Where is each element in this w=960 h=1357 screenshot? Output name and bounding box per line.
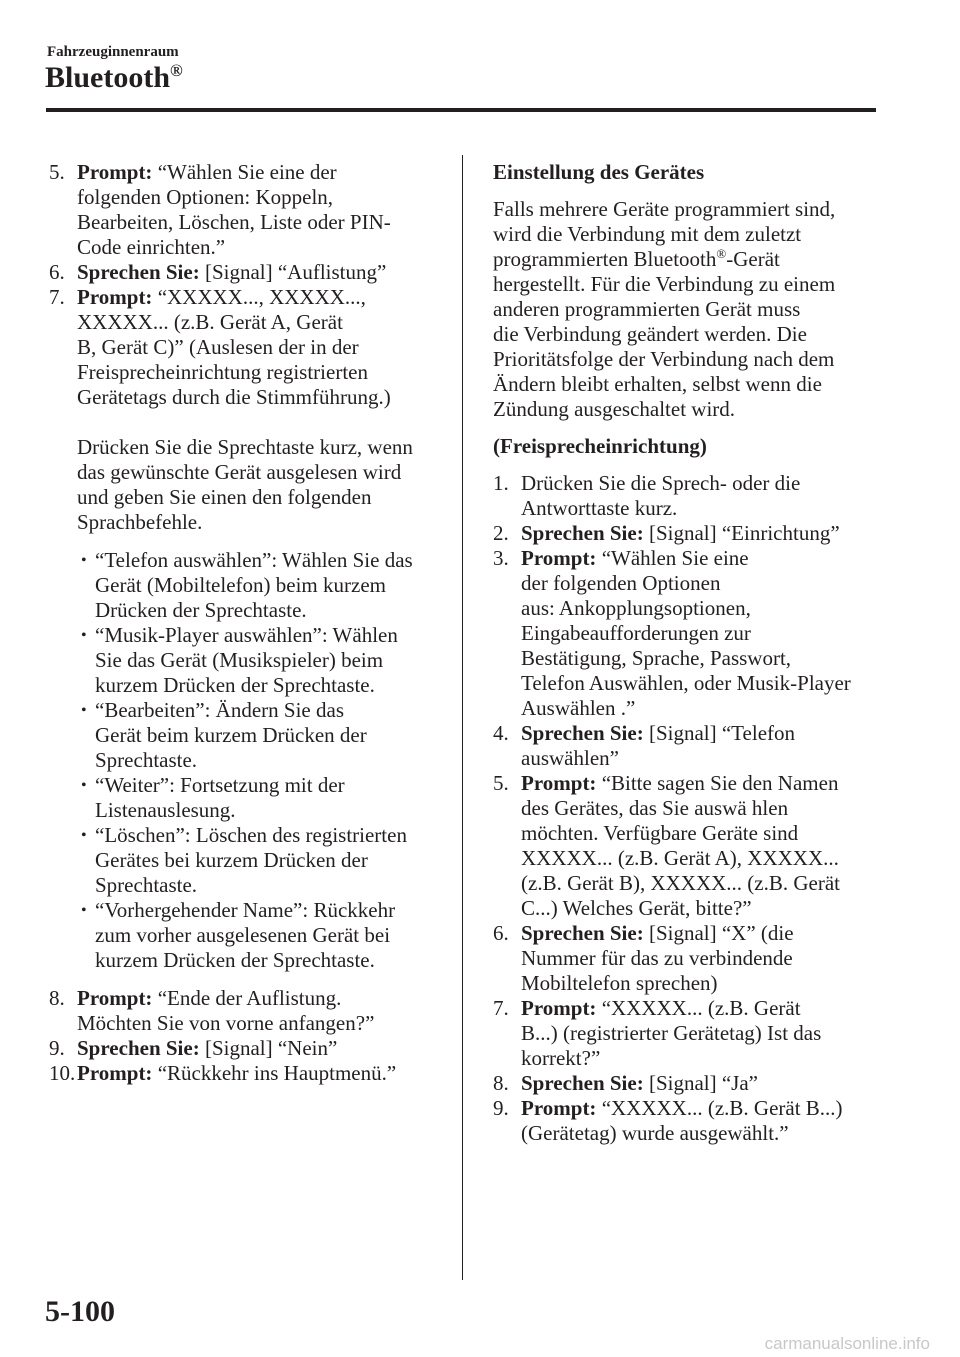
paragraph-line: die Verbindung geändert werden. Die: [493, 322, 807, 346]
left-steps-bottom: [49, 986, 449, 1086]
step-text: “Rückkehr ins Hauptmenü.”: [157, 1061, 397, 1085]
paragraph-line: [493, 247, 883, 272]
step-label: Prompt:: [77, 160, 153, 184]
step-number: 8.: [493, 1071, 509, 1095]
bullet-line: “Vorhergehender Name”: Rückkehr: [95, 898, 396, 922]
step-item: [493, 1096, 883, 1146]
step-line: [521, 921, 883, 946]
step-line: [521, 671, 883, 696]
step-line: [77, 210, 449, 235]
step-number: 5.: [49, 160, 65, 184]
step-text: Mobiltelefon sprechen): [521, 971, 718, 995]
bullet-item: [49, 823, 449, 898]
step-line: [521, 621, 883, 646]
paragraph-line: hergestellt. Für die Verbindung zu einem: [493, 272, 836, 296]
paragraph-line: Prioritätsfolge der Verbindung nach dem: [493, 347, 835, 371]
step-text: “XXXXX... (z.B. Gerät: [601, 996, 801, 1020]
step-text: “Wählen Sie eine der: [157, 160, 337, 184]
left-instruction-paragraph: [49, 435, 449, 535]
step-text: Bearbeiten, Löschen, Liste oder PIN-: [77, 210, 391, 234]
step-line: [521, 996, 883, 1021]
step-text: B...) (registrierter Gerätetag) Ist das: [521, 1021, 822, 1045]
step-line: [77, 360, 449, 385]
paragraph-line: Sprachbefehle.: [77, 510, 203, 534]
bullet-dot-icon: •: [81, 827, 87, 844]
bullet-line: Sprechtaste.: [95, 748, 198, 772]
bullet-line: “Weiter”: Fortsetzung mit der: [95, 773, 345, 797]
chapter-title-text: Bluetooth: [45, 61, 171, 94]
step-item: [49, 285, 449, 410]
step-line: [521, 746, 883, 771]
step-text: [Signal] “X” (die: [648, 921, 794, 945]
step-item: [493, 996, 883, 1071]
bullet-line: Listenauslesung.: [95, 798, 236, 822]
step-text: C...) Welches Gerät, bitte?”: [521, 896, 752, 920]
step-label: Sprechen Sie:: [77, 260, 200, 284]
paragraph-line: Falls mehrere Geräte programmiert sind,: [493, 197, 836, 221]
step-item: [493, 546, 883, 721]
step-line: [521, 1071, 883, 1096]
step-text: (z.B. Gerät B), XXXXX... (z.B. Gerät: [521, 871, 840, 895]
step-item: [49, 1036, 449, 1061]
step-text: Bestätigung, Sprache, Passwort,: [521, 646, 792, 670]
section-label: Fahrzeuginnenraum: [47, 44, 179, 60]
step-label: Sprechen Sie:: [77, 1036, 200, 1060]
step-text: korrekt?”: [521, 1046, 601, 1070]
step-item: [493, 521, 883, 546]
step-text: (Gerätetag) wurde ausgewählt.”: [521, 1121, 789, 1145]
step-number: 1.: [493, 471, 509, 495]
bullet-line: Sprechtaste.: [95, 873, 198, 897]
paragraph-line: wird die Verbindung mit dem zuletzt: [493, 222, 802, 246]
step-text: Freisprecheinrichtung registrierten: [77, 360, 368, 384]
step-text: Eingabeaufforderungen zur: [521, 621, 751, 645]
step-label: Sprechen Sie:: [521, 921, 644, 945]
bullet-item: [49, 623, 449, 698]
step-text: [Signal] “Telefon: [648, 721, 796, 745]
step-number: 7.: [49, 285, 65, 309]
page-number: 5-100: [45, 1295, 115, 1328]
paragraph-text: programmierten Bluetooth: [493, 247, 717, 271]
step-text: folgenden Optionen: Koppeln,: [77, 185, 334, 209]
step-line: [521, 871, 883, 896]
step-label: Prompt:: [77, 285, 153, 309]
step-label: Prompt:: [77, 1061, 153, 1085]
step-text: Nummer für das zu verbindende: [521, 946, 793, 970]
step-text: [Signal] “Auflistung”: [204, 260, 387, 284]
right-column: [493, 160, 883, 1146]
chapter-title: [45, 60, 183, 96]
step-item: [49, 260, 449, 285]
step-line: [77, 310, 449, 335]
bullet-dot-icon: •: [81, 902, 87, 919]
step-text: des Gerätes, das Sie auswä hlen: [521, 796, 789, 820]
step-line: [521, 1046, 883, 1071]
step-text: [Signal] “Einrichtung”: [648, 521, 840, 545]
step-label: Prompt:: [521, 771, 597, 795]
step-text: Möchten Sie von vorne anfangen?”: [77, 1011, 375, 1035]
step-line: [521, 1121, 883, 1146]
step-item: [493, 771, 883, 921]
step-line: [77, 1061, 449, 1086]
left-steps-top: [49, 160, 449, 410]
step-label: Prompt:: [521, 546, 597, 570]
bullet-item: [49, 898, 449, 973]
step-text: “Ende der Auflistung.: [157, 986, 342, 1010]
header-rule: [46, 108, 876, 112]
bullet-item: [49, 698, 449, 773]
step-line: [521, 1096, 883, 1121]
step-line: [521, 521, 883, 546]
step-text: Auswählen .”: [521, 696, 636, 720]
step-number: 10.: [49, 1061, 76, 1085]
step-label: Sprechen Sie:: [521, 521, 644, 545]
bullet-dot-icon: •: [81, 552, 87, 569]
step-item: [493, 1071, 883, 1096]
step-text: Code einrichten.”: [77, 235, 226, 259]
device-setting-paragraph: [493, 197, 883, 422]
step-number: 8.: [49, 986, 65, 1010]
step-number: 5.: [493, 771, 509, 795]
step-line: [77, 1036, 449, 1061]
bullet-item: [49, 773, 449, 823]
step-line: [521, 846, 883, 871]
step-item: [493, 921, 883, 996]
step-line: [521, 596, 883, 621]
step-line: [521, 496, 883, 521]
step-line: [521, 771, 883, 796]
bullet-line: zum vorher ausgelesenen Gerät bei: [95, 923, 391, 947]
watermark: carmanualsonline.info: [764, 1334, 930, 1353]
registered-mark: ®: [170, 61, 183, 80]
step-line: [521, 721, 883, 746]
step-label: Sprechen Sie:: [521, 1071, 644, 1095]
step-text: [Signal] “Ja”: [648, 1071, 758, 1095]
step-number: 9.: [493, 1096, 509, 1120]
step-text: [Signal] “Nein”: [204, 1036, 338, 1060]
step-text: der folgenden Optionen: [521, 571, 721, 595]
step-text: aus: Ankopplungsoptionen,: [521, 596, 751, 620]
bullet-item: [49, 548, 449, 623]
step-line: [77, 185, 449, 210]
step-line: [77, 1011, 449, 1036]
paragraph-line: Ändern bleibt erhalten, selbst wenn die: [493, 372, 822, 396]
bullet-dot-icon: •: [81, 627, 87, 644]
bullet-line: “Löschen”: Löschen des registrierten: [95, 823, 407, 847]
bullet-line: kurzem Drücken der Sprechtaste.: [95, 948, 375, 972]
step-line: [77, 285, 449, 310]
step-number: 6.: [493, 921, 509, 945]
step-item: [49, 1061, 449, 1086]
bullet-line: Sie das Gerät (Musikspieler) beim: [95, 648, 384, 672]
step-line: [77, 235, 449, 260]
step-line: [521, 571, 883, 596]
bullet-line: Drücken der Sprechtaste.: [95, 598, 307, 622]
step-line: [521, 646, 883, 671]
step-label: Prompt:: [521, 1096, 597, 1120]
step-number: 2.: [493, 521, 509, 545]
step-line: [77, 986, 449, 1011]
step-line: [77, 260, 449, 285]
step-item: [49, 160, 449, 260]
paragraph-line: und geben Sie einen den folgenden: [77, 485, 372, 509]
paragraph-rest: [493, 272, 883, 422]
step-number: 9.: [49, 1036, 65, 1060]
step-label: Prompt:: [77, 986, 153, 1010]
bullet-dot-icon: •: [81, 777, 87, 794]
step-text: “Wählen Sie eine: [601, 546, 749, 570]
step-line: [521, 821, 883, 846]
step-text: B, Gerät C)” (Auslesen der in der: [77, 335, 359, 359]
step-item: [49, 986, 449, 1036]
step-label: Prompt:: [521, 996, 597, 1020]
step-number: 7.: [493, 996, 509, 1020]
step-text: auswählen”: [521, 746, 619, 770]
step-text: “XXXXX..., XXXXX...,: [157, 285, 366, 309]
step-label: Sprechen Sie:: [521, 721, 644, 745]
bullet-line: “Telefon auswählen”: Wählen Sie das: [95, 548, 413, 572]
step-text: Telefon Auswählen, oder Musik-Player: [521, 671, 851, 695]
step-number: 3.: [493, 546, 509, 570]
bullet-line: Gerätes bei kurzem Drücken der: [95, 848, 368, 872]
paragraph-line: Drücken Sie die Sprechtaste kurz, wenn: [77, 435, 413, 459]
step-item: [493, 721, 883, 771]
paragraph-line: anderen programmierten Gerät muss: [493, 297, 801, 321]
step-text: XXXXX... (z.B. Gerät A), XXXXX...: [521, 846, 839, 870]
device-setting-heading: Einstellung des Gerätes: [493, 160, 705, 184]
step-item: [493, 471, 883, 521]
step-text: “XXXXX... (z.B. Gerät B...): [601, 1096, 843, 1120]
step-line: [521, 696, 883, 721]
step-line: [521, 971, 883, 996]
step-text: “Bitte sagen Sie den Namen: [601, 771, 839, 795]
bullet-dot-icon: •: [81, 702, 87, 719]
handsfree-subheading: (Freisprecheinrichtung): [493, 434, 707, 458]
step-line: [521, 946, 883, 971]
paragraph-line: Zündung ausgeschaltet wird.: [493, 397, 736, 421]
right-steps: [493, 471, 883, 1146]
bullet-line: “Bearbeiten”: Ändern Sie das: [95, 698, 344, 722]
paragraph-text: -Gerät: [726, 247, 780, 271]
step-text: Antworttaste kurz.: [521, 496, 678, 520]
step-line: [521, 796, 883, 821]
step-text: Gerätetags durch die Stimmführung.): [77, 385, 391, 409]
step-line: [521, 1021, 883, 1046]
step-number: 6.: [49, 260, 65, 284]
bullet-line: Gerät beim kurzem Drücken der: [95, 723, 367, 747]
step-line: [77, 385, 449, 410]
paragraph-line: das gewünschte Gerät ausgelesen wird: [77, 460, 402, 484]
step-line: [77, 335, 449, 360]
step-line: [77, 160, 449, 185]
registered-mark: ®: [716, 246, 727, 261]
step-text: möchten. Verfügbare Geräte sind: [521, 821, 799, 845]
left-column: [49, 160, 449, 1086]
column-divider: [462, 155, 463, 1280]
bullet-line: “Musik-Player auswählen”: Wählen: [95, 623, 398, 647]
step-text: XXXXX... (z.B. Gerät A, Gerät: [77, 310, 343, 334]
bullet-line: Gerät (Mobiltelefon) beim kurzem: [95, 573, 386, 597]
bullet-line: kurzem Drücken der Sprechtaste.: [95, 673, 375, 697]
step-text: Drücken Sie die Sprech- oder die: [521, 471, 801, 495]
step-line: [521, 896, 883, 921]
step-line: [521, 546, 883, 571]
voice-command-list: [49, 548, 449, 973]
step-number: 4.: [493, 721, 509, 745]
step-line: [521, 471, 883, 496]
